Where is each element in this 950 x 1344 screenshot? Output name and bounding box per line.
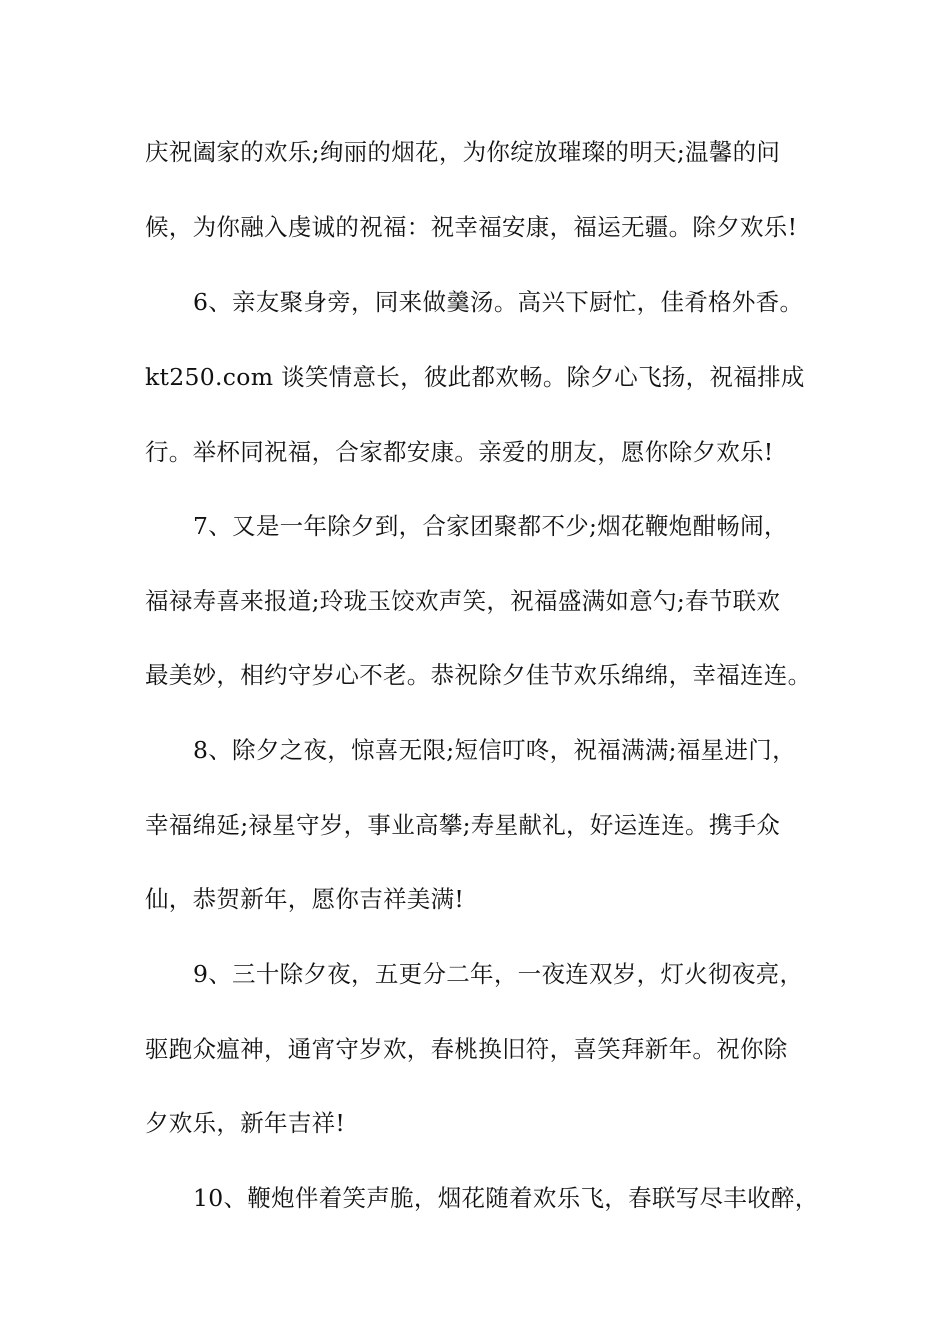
text-line: 福禄寿喜来报道;玲珑玉饺欢声笑，祝福盛满如意勺;春节联欢 bbox=[145, 587, 781, 615]
text-line: kt250.com 谈笑情意长，彼此都欢畅。除夕心飞扬，祝福排成 bbox=[145, 363, 805, 391]
text-line: 仙，恭贺新年，愿你吉祥美满! bbox=[145, 885, 465, 913]
text-line-item-8: 8、除夕之夜，惊喜无限;短信叮咚，祝福满满;福星进门， bbox=[193, 736, 796, 764]
text-line: 行。举杯同祝福，合家都安康。亲爱的朋友，愿你除夕欢乐! bbox=[145, 438, 774, 466]
text-line: 候，为你融入虔诚的祝福：祝幸福安康，福运无疆。除夕欢乐! bbox=[145, 213, 798, 241]
text-line: 夕欢乐，新年吉祥! bbox=[145, 1109, 346, 1137]
text-line: 幸福绵延;禄星守岁，事业高攀;寿星献礼，好运连连。携手众 bbox=[145, 811, 781, 839]
text-line-item-7: 7、又是一年除夕到，合家团聚都不少;烟花鞭炮酣畅闹， bbox=[193, 512, 788, 540]
text-line-item-6: 6、亲友聚身旁，同来做羹汤。高兴下厨忙，佳肴格外香。 bbox=[193, 288, 804, 316]
text-line-item-10: 10、鞭炮伴着笑声脆，烟花随着欢乐飞，春联写尽丰收醉， bbox=[193, 1184, 819, 1212]
text-line-item-9: 9、三十除夕夜，五更分二年，一夜连双岁，灯火彻夜亮， bbox=[193, 960, 804, 988]
text-line: 庆祝阖家的欢乐;绚丽的烟花，为你绽放璀璨的明天;温馨的问 bbox=[145, 138, 781, 166]
text-line: 驱跑众瘟神，通宵守岁欢，春桃换旧符，喜笑拜新年。祝你除 bbox=[145, 1035, 788, 1063]
text-line: 最美妙，相约守岁心不老。恭祝除夕佳节欢乐绵绵，幸福连连。 bbox=[145, 661, 812, 689]
